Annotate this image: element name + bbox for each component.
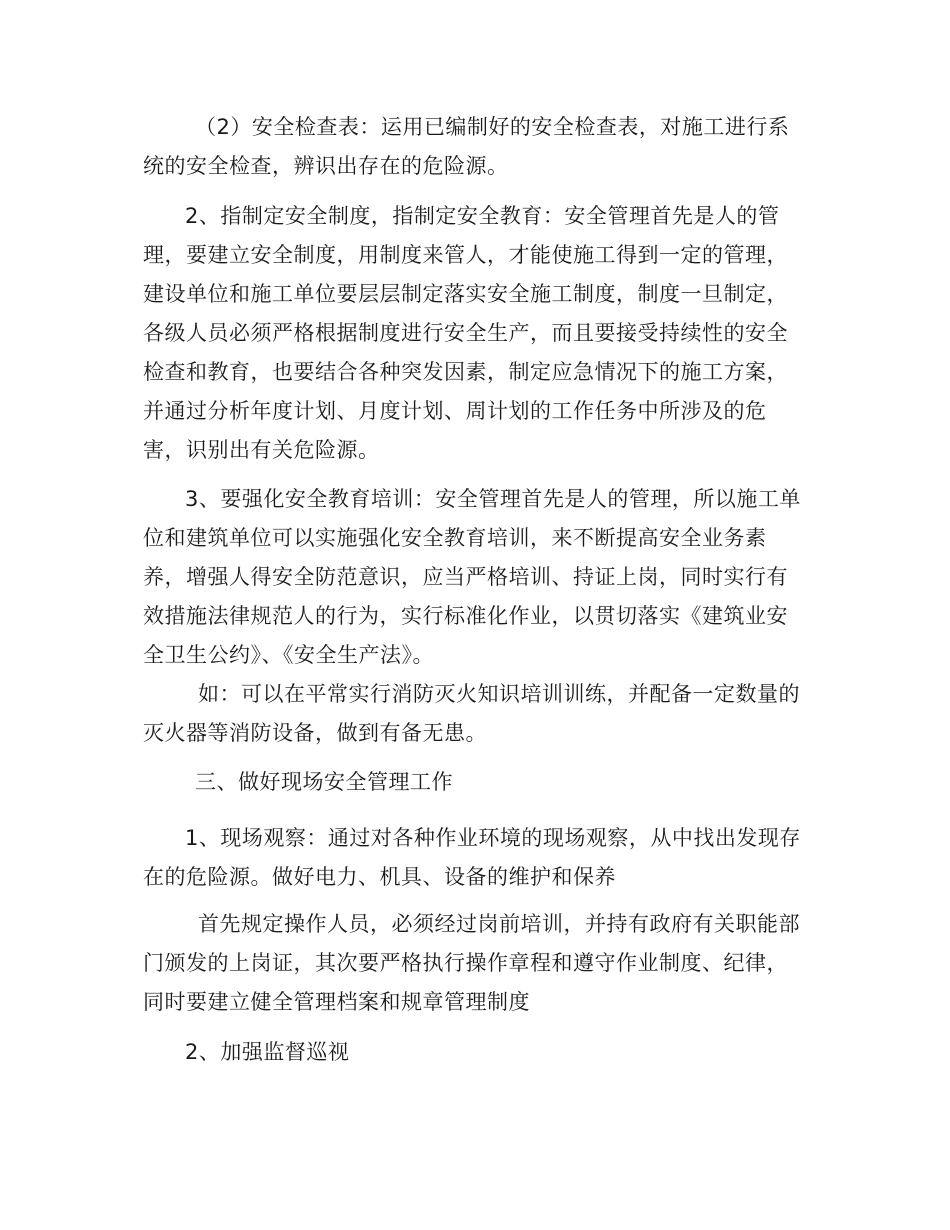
text-line: 2、指制定安全制度，指制定安全教育：安全管理首先是人的管 — [185, 204, 780, 228]
text-line: 位和建筑单位可以实施强化安全教育培训，来不断提高安全业务素 — [143, 526, 767, 550]
paragraph-site-observation — [143, 819, 808, 897]
paragraph-fire-training-example — [143, 675, 808, 753]
paragraph-supervision — [143, 1033, 808, 1072]
paragraph-operator-requirements — [143, 905, 808, 1022]
text-line: 全卫生公约》、《安全生产法》。 — [143, 643, 434, 667]
section-heading — [143, 763, 808, 802]
text-line: 如：可以在平常实行消防灭火知识培训训练，并配备一定数量的 — [198, 682, 800, 706]
text-line: （2）安全检查表：运用已编制好的安全检查表，对施工进行系 — [195, 115, 790, 139]
paragraph-safety-system — [143, 197, 808, 470]
text-line: 害，识别出有关危险源。 — [143, 438, 380, 462]
text-line: 3、要强化安全教育培训：安全管理首先是人的管理，所以施工单 — [185, 487, 801, 511]
text-line: 2、加强监督巡视 — [185, 1040, 350, 1064]
text-line: 理，要建立安全制度，用制度来管人，才能使施工得到一定的管理， — [143, 243, 788, 267]
text-line: 首先规定操作人员，必须经过岗前培训，并持有政府有关职能部 — [198, 912, 800, 936]
text-line: 各级人员必须严格根据制度进行安全生产，而且要接受持续性的安全 — [143, 321, 788, 345]
text-line: 养，增强人得安全防范意识，应当严格培训、持证上岗，同时实行有 — [143, 565, 788, 589]
text-line: 在的危险源。做好电力、机具、设备的维护和保养 — [143, 865, 616, 889]
text-line: 检查和教育，也要结合各种突发因素，制定应急情况下的施工方案， — [143, 360, 788, 384]
paragraph-safety-training — [143, 480, 808, 675]
text-line: 建设单位和施工单位要层层制定落实安全施工制度，制度一旦制定， — [143, 282, 788, 306]
text-line: 统的安全检查，辨识出存在的危险源。 — [143, 154, 509, 178]
text-line: 1、现场观察：通过对各种作业环境的现场观察，从中找出发现存 — [185, 826, 801, 850]
text-line: 灭火器等消防设备，做到有备无患。 — [143, 721, 487, 745]
text-line: 三、做好现场安全管理工作 — [195, 770, 453, 794]
text-line: 门颁发的上岗证，其次要严格执行操作章程和遵守作业制度、纪律， — [143, 951, 788, 975]
text-line: 并通过分析年度计划、月度计划、周计划的工作任务中所涉及的危 — [143, 399, 767, 423]
text-line: 同时要建立健全管理档案和规章管理制度 — [143, 990, 530, 1014]
paragraph-safety-checklist — [143, 108, 808, 186]
text-line: 效措施法律规范人的行为，实行标准化作业，以贯切落实《建筑业安 — [143, 604, 788, 628]
